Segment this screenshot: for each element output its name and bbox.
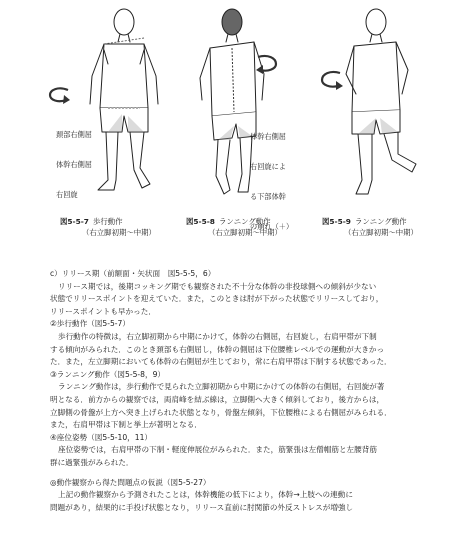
paragraph-line: する傾向がみられた．このとき頚部も右側屈し，体幹の側屈は下位腰椎レベルでの運動が大きかっ bbox=[50, 344, 385, 354]
annotation-line: 体幹右側屈 bbox=[56, 160, 92, 169]
annotation-line: 右回旋 bbox=[56, 190, 78, 199]
figure-3-caption bbox=[322, 216, 418, 238]
paragraph-line: また，右肩甲帯は下制と挙上が著明となる． bbox=[50, 420, 202, 430]
figure-subtitle: （右立脚初期〜中期） bbox=[208, 228, 282, 237]
figure-number: 図5-5-7 bbox=[60, 217, 89, 226]
section-heading: ②歩行動作（図5-5-7） bbox=[50, 319, 130, 329]
section-heading: ◎動作観察から得た問題点の仮説（図5-5-27） bbox=[50, 477, 211, 487]
heading-line: c）リリース期（前額面・矢状面 図5-5-5，6） bbox=[50, 269, 216, 278]
rotation-arrow-icon bbox=[318, 68, 344, 92]
paragraph-line: リリース期では，後期コッキング期でも観察された不十分な体幹の非投球側への傾斜が少ない bbox=[58, 281, 377, 291]
paragraph-line: ランニング動作は，歩行動作で見られた立脚初期から中期にかけての体幹の右側屈，右回旋が著 bbox=[58, 382, 385, 392]
paragraph-line: 群に過緊張がみられた． bbox=[50, 457, 134, 467]
figure-number: 図5-5-9 bbox=[322, 217, 351, 226]
figure-title: ランニング動作 bbox=[218, 217, 271, 226]
figure-2-caption bbox=[186, 216, 282, 238]
paragraph-line: 状態でリリースポイントを迎えていた．また，このときは肘が下がった状態でリリースしており， bbox=[50, 294, 384, 304]
paragraph-line: 上記の動作観察から予測されたことは，体幹機能の低下により，体幹→上肢への連動に bbox=[58, 490, 353, 500]
figure-title: ランニング動作 bbox=[354, 217, 407, 226]
figure-number: 図5-5-8 bbox=[186, 217, 215, 226]
figure-title: 歩行動作 bbox=[92, 217, 123, 226]
rotation-arrow-icon bbox=[46, 84, 72, 106]
figure-subtitle: （右立脚初期〜中期） bbox=[82, 228, 156, 237]
paragraph-line: た．また，左立脚期においても体幹の右側屈が生じており，常に右肩甲帯は下制する状態であった． bbox=[50, 357, 392, 367]
paragraph-line: 歩行動作の特徴は，右立脚初期から中期にかけて，体幹の右側屈，右回旋し，右肩甲帯が下制 bbox=[58, 331, 377, 341]
rotation-arrow-icon bbox=[254, 52, 280, 76]
paragraph-line: 座位姿勢では，右肩甲帯の下制・軽度伸展位がみられた．また，筋緊張は左僧帽筋と左腰背筋 bbox=[58, 445, 377, 455]
section-heading: ③ランニング動作（図5-5-8，9） bbox=[50, 369, 165, 379]
figure-running-front-illustration bbox=[322, 4, 434, 204]
paragraph-line: リリースポイントも早かった． bbox=[50, 306, 156, 316]
annotation-line: 右回旋によ bbox=[250, 162, 286, 171]
section-heading: ④座位姿勢（図5-5-10，11） bbox=[50, 432, 153, 442]
figure-1-caption bbox=[60, 216, 156, 238]
figure-panel bbox=[0, 0, 460, 250]
annotation-line: の崩れ（＋） bbox=[250, 222, 294, 231]
paragraph-line: 立脚側の骨盤が上方へ突き上げられた状態となり，骨盤左傾斜，下位腰椎による右側屈がみられる． bbox=[50, 407, 392, 417]
annotation-line: る下部体幹 bbox=[250, 192, 286, 201]
body-text bbox=[50, 268, 422, 514]
annotation-line: 体幹右側屈 bbox=[250, 132, 286, 141]
figure-1-annotation bbox=[56, 110, 92, 220]
paragraph-line: 明となる．前方からの観察では，両肩峰を結ぶ線は，立脚側へ大きく傾斜しており，後方からは， bbox=[50, 394, 385, 404]
paragraph-line: 問題があり，結果的に手投げ状態となり，リリース直前に肘関節の外反ストレスが増強し bbox=[50, 502, 354, 512]
figure-subtitle: （右立脚初期〜中期） bbox=[344, 228, 418, 237]
annotation-line: 頚部右側屈 bbox=[56, 130, 92, 139]
